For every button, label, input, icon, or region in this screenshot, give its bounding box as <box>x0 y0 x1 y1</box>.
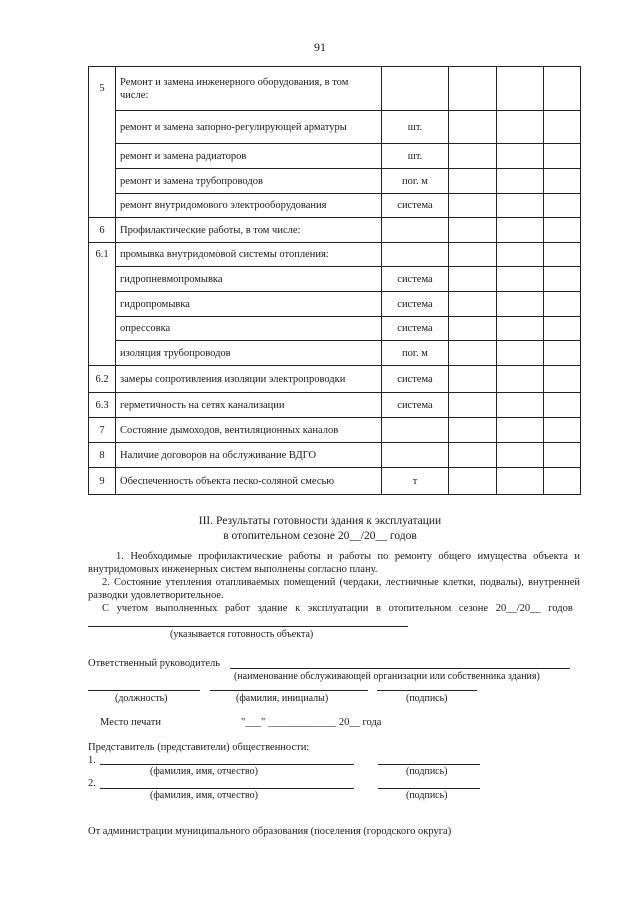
row-empty-cell <box>449 194 497 218</box>
table-row <box>89 194 581 218</box>
row-empty-cell <box>497 418 544 443</box>
rep-2-signature-caption: (подпись) <box>406 790 448 801</box>
row-empty-cell <box>544 144 581 169</box>
row-empty-cell <box>449 418 497 443</box>
row-empty-cell <box>449 443 497 468</box>
table-row <box>89 393 581 418</box>
organization-line <box>230 668 570 669</box>
row-description: гидропромывка <box>116 292 382 317</box>
rep-2-number: 2. <box>88 778 96 789</box>
row-empty-cell <box>544 393 581 418</box>
name-initials-line <box>210 690 368 691</box>
row-empty-cell <box>449 366 497 393</box>
row-number <box>89 194 116 218</box>
table-row <box>89 468 581 495</box>
row-empty-cell <box>544 341 581 366</box>
section-title: III. Результаты готовности здания к эксплуатации <box>198 515 442 527</box>
row-empty-cell <box>449 243 497 267</box>
readiness-line <box>88 626 408 627</box>
row-number: 7 <box>89 418 116 443</box>
responsible-label: Ответственный руководитель <box>88 658 221 669</box>
table-row <box>89 144 581 169</box>
row-unit <box>382 418 449 443</box>
row-unit: система <box>382 317 449 341</box>
row-number: 6.3 <box>89 393 116 418</box>
date-field: "___" _____________ 20__ года <box>241 717 382 728</box>
row-empty-cell <box>497 111 544 144</box>
signature-line <box>377 690 477 691</box>
paragraph-3: С учетом выполненных работ здание к эксплуатации в отопительном сезоне 20__/20__ годов <box>102 603 573 614</box>
row-empty-cell <box>544 317 581 341</box>
rep-1-number: 1. <box>88 755 96 766</box>
table-row <box>89 267 581 292</box>
row-empty-cell <box>544 418 581 443</box>
row-unit <box>382 218 449 243</box>
rep-1-signature-line <box>378 764 480 765</box>
row-empty-cell <box>497 292 544 317</box>
row-unit: система <box>382 393 449 418</box>
row-number <box>89 144 116 169</box>
rep-1-name-caption: (фамилия, имя, отчество) <box>150 766 258 777</box>
row-empty-cell <box>497 393 544 418</box>
row-empty-cell <box>497 468 544 495</box>
page-number: 91 <box>314 40 326 54</box>
row-empty-cell <box>544 243 581 267</box>
table-row <box>89 341 581 366</box>
row-empty-cell <box>544 218 581 243</box>
organization-caption: (наименование обслуживающей организации или собственника здания) <box>234 671 540 682</box>
rep-2-signature-line <box>378 788 480 789</box>
row-description: ремонт и замена радиаторов <box>116 144 382 169</box>
row-description: изоляция трубопроводов <box>116 341 382 366</box>
row-unit: система <box>382 366 449 393</box>
table-row <box>89 218 581 243</box>
row-number: 5 <box>89 67 116 111</box>
row-description: Состояние дымоходов, вентиляционных каналов <box>116 418 382 443</box>
row-unit <box>382 443 449 468</box>
row-unit: шт. <box>382 144 449 169</box>
table-row <box>89 443 581 468</box>
row-empty-cell <box>449 111 497 144</box>
row-empty-cell <box>544 366 581 393</box>
administration-label: От администрации муниципального образования (поселения (городского округа) <box>88 826 452 837</box>
position-caption: (должность) <box>115 693 168 704</box>
row-number <box>89 169 116 194</box>
row-empty-cell <box>497 218 544 243</box>
row-empty-cell <box>497 366 544 393</box>
row-empty-cell <box>497 317 544 341</box>
row-description: Профилактические работы, в том числе: <box>116 218 382 243</box>
table-row <box>89 67 581 111</box>
row-empty-cell <box>449 341 497 366</box>
row-description: Ремонт и замена инженерного оборудования, в том числе: <box>116 67 382 111</box>
table-row <box>89 243 581 267</box>
row-empty-cell <box>497 267 544 292</box>
row-empty-cell <box>449 292 497 317</box>
row-empty-cell <box>544 169 581 194</box>
table-row <box>89 366 581 393</box>
position-line <box>88 690 200 691</box>
row-number: 6 <box>89 218 116 243</box>
row-number: 6.1 <box>89 243 116 267</box>
row-unit: система <box>382 292 449 317</box>
stamp-label: Место печати <box>100 717 162 728</box>
row-unit: система <box>382 194 449 218</box>
works-table <box>88 66 581 495</box>
row-empty-cell <box>497 144 544 169</box>
table-row <box>89 169 581 194</box>
name-initials-caption: (фамилия, инициалы) <box>236 693 329 704</box>
row-description: замеры сопротивления изоляции электропроводки <box>116 366 382 393</box>
row-empty-cell <box>449 67 497 111</box>
row-empty-cell <box>497 243 544 267</box>
row-empty-cell <box>449 169 497 194</box>
row-description: Обеспеченность объекта песко-соляной смесью <box>116 468 382 495</box>
row-empty-cell <box>544 111 581 144</box>
row-empty-cell <box>497 67 544 111</box>
row-description: опрессовка <box>116 317 382 341</box>
row-unit: система <box>382 267 449 292</box>
row-empty-cell <box>449 218 497 243</box>
row-empty-cell <box>449 317 497 341</box>
row-description: ремонт и замена запорно-регулирующей арматуры <box>116 111 382 144</box>
row-number <box>89 317 116 341</box>
row-unit <box>382 243 449 267</box>
row-description: ремонт внутридомового электрооборудования <box>116 194 382 218</box>
row-unit: т <box>382 468 449 495</box>
row-description: герметичность на сетях канализации <box>116 393 382 418</box>
row-unit <box>382 67 449 111</box>
row-description: Наличие договоров на обслуживание ВДГО <box>116 443 382 468</box>
paragraph-1: 1. Необходимые профилактические работы и работы по ремонту общего имущества объекта и внутридомовых инженерных систем выполнены согласно плану. <box>88 551 580 575</box>
paragraph-2: 2. Состояние утепления отапливаемых помещений (чердаки, лестничные клетки, подвалы), внутренней разводки удовлетворительное. <box>88 577 580 601</box>
row-empty-cell <box>497 169 544 194</box>
row-empty-cell <box>544 468 581 495</box>
rep-2-name-line <box>100 788 354 789</box>
row-empty-cell <box>544 67 581 111</box>
row-empty-cell <box>449 468 497 495</box>
table-row <box>89 418 581 443</box>
row-empty-cell <box>449 393 497 418</box>
rep-1-name-line <box>100 764 354 765</box>
row-empty-cell <box>497 194 544 218</box>
readiness-caption: (указывается готовность объекта) <box>170 629 314 640</box>
row-unit: шт. <box>382 111 449 144</box>
row-number <box>89 267 116 292</box>
row-empty-cell <box>544 292 581 317</box>
row-number <box>89 292 116 317</box>
row-number: 8 <box>89 443 116 468</box>
row-number <box>89 341 116 366</box>
rep-1-signature-caption: (подпись) <box>406 766 448 777</box>
row-number: 6.2 <box>89 366 116 393</box>
row-number <box>89 111 116 144</box>
row-empty-cell <box>544 194 581 218</box>
table-row <box>89 317 581 341</box>
row-unit: пог. м <box>382 169 449 194</box>
table-row <box>89 292 581 317</box>
representatives-label: Представитель (представители) общественности: <box>88 742 310 753</box>
row-description: ремонт и замена трубопроводов <box>116 169 382 194</box>
row-empty-cell <box>449 267 497 292</box>
signature-caption: (подпись) <box>406 693 448 704</box>
row-number: 9 <box>89 468 116 495</box>
row-empty-cell <box>544 267 581 292</box>
row-description: гидропневмопромывка <box>116 267 382 292</box>
table-row <box>89 111 581 144</box>
row-unit: пог. м <box>382 341 449 366</box>
section-subtitle: в отопительном сезоне 20__/20__ годов <box>223 530 417 542</box>
row-empty-cell <box>497 443 544 468</box>
row-empty-cell <box>449 144 497 169</box>
row-description: промывка внутридомовой системы отопления: <box>116 243 382 267</box>
rep-2-name-caption: (фамилия, имя, отчество) <box>150 790 258 801</box>
row-empty-cell <box>544 443 581 468</box>
row-empty-cell <box>497 341 544 366</box>
